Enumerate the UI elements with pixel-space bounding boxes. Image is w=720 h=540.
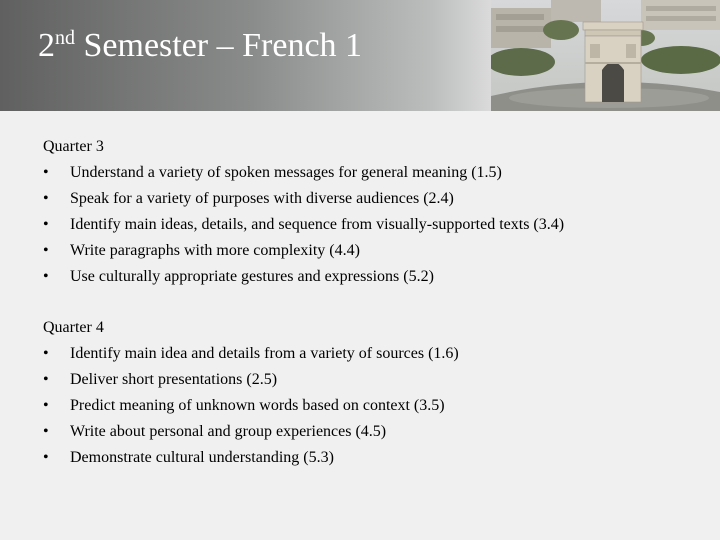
list-item-text: Demonstrate cultural understanding (5.3)	[70, 449, 334, 466]
list-item-text: Speak for a variety of purposes with diverse audiences (2.4)	[70, 190, 454, 207]
list-item	[43, 266, 703, 292]
list-item-text: Identify main idea and details from a variety of sources (1.6)	[70, 345, 459, 362]
bullet-icon: •	[43, 242, 49, 259]
bullet-icon: •	[43, 268, 49, 285]
list-item	[43, 343, 703, 369]
quarter-4-heading: Quarter 4	[43, 319, 104, 336]
list-item	[43, 421, 703, 447]
title-banner	[0, 0, 720, 111]
list-item-text: Identify main ideas, details, and sequence from visually-supported texts (3.4)	[70, 216, 565, 233]
bullet-icon: •	[43, 449, 49, 466]
bullet-icon: •	[43, 397, 49, 414]
list-item-text: Write paragraphs with more complexity (4.4)	[70, 242, 360, 259]
quarter-3-list	[43, 162, 703, 292]
list-item-text: Predict meaning of unknown words based on context (3.5)	[70, 397, 445, 414]
section-spacer	[43, 292, 703, 317]
quarter-4-list	[43, 343, 703, 473]
slide-body	[43, 136, 703, 473]
bullet-icon: •	[43, 216, 49, 233]
bullet-icon: •	[43, 190, 49, 207]
list-item-text: Understand a variety of spoken messages for general meaning (1.5)	[70, 164, 502, 181]
title-number: 2	[38, 27, 55, 64]
list-item	[43, 395, 703, 421]
list-item	[43, 162, 703, 188]
bullet-icon: •	[43, 345, 49, 362]
list-item	[43, 369, 703, 395]
bullet-icon: •	[43, 371, 49, 388]
quarter-3-heading: Quarter 3	[43, 138, 104, 155]
list-item-text: Deliver short presentations (2.5)	[70, 371, 278, 388]
title-ordinal-suffix: nd	[55, 27, 75, 49]
list-item	[43, 240, 703, 266]
title-text: Semester – French 1	[75, 27, 363, 64]
list-item	[43, 214, 703, 240]
list-item-text: Write about personal and group experiences (4.5)	[70, 423, 387, 440]
list-item	[43, 188, 703, 214]
slide-title	[38, 26, 362, 67]
list-item-text: Use culturally appropriate gestures and expressions (5.2)	[70, 268, 434, 285]
list-item	[43, 447, 703, 473]
bullet-icon: •	[43, 423, 49, 440]
arc-de-triomphe-photo-icon	[491, 0, 720, 111]
bullet-icon: •	[43, 164, 49, 181]
